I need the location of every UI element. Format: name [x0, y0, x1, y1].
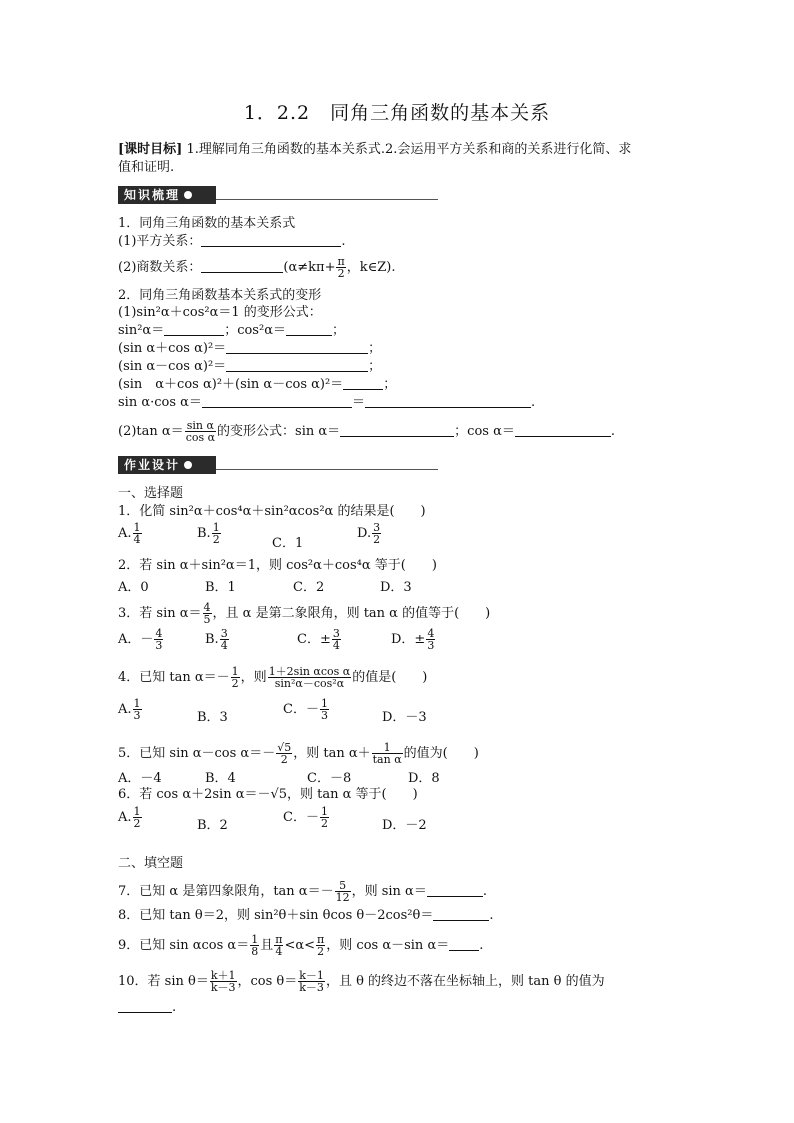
q2-option-a[interactable]: A．0 — [118, 580, 149, 595]
period: . — [489, 908, 494, 923]
question-5 — [118, 742, 479, 765]
answer-blank[interactable] — [226, 359, 368, 372]
den: 2 — [317, 945, 325, 958]
answer-blank[interactable] — [286, 323, 332, 336]
fraction — [154, 628, 163, 651]
period: . — [530, 395, 536, 410]
q3-option-a[interactable] — [118, 628, 164, 651]
q3-option-b[interactable] — [205, 628, 230, 651]
label: (sin α＋cos α)²＝ — [118, 341, 227, 356]
opt-label: A. — [118, 526, 132, 541]
num: √5 — [277, 741, 292, 754]
fraction — [210, 970, 237, 993]
den: 3 — [320, 709, 328, 722]
den: 4 — [220, 639, 228, 652]
answer-blank[interactable] — [202, 395, 352, 408]
text: 且 — [260, 938, 274, 953]
fraction — [133, 698, 142, 721]
den: tan α — [372, 753, 402, 766]
answer-blank[interactable] — [201, 234, 341, 247]
fraction — [133, 522, 142, 545]
text: ，则 tan α＋ — [293, 746, 371, 761]
question-4 — [118, 666, 427, 689]
fraction — [336, 256, 345, 279]
answer-blank[interactable] — [201, 260, 283, 273]
num: 1 — [251, 933, 259, 946]
question-9 — [118, 934, 483, 957]
objective-line-2: 值和证明. — [118, 160, 175, 175]
text: 4．已知 tan α＝－ — [118, 670, 230, 685]
label: (1)平方关系： — [118, 234, 202, 249]
part-heading-fill: 二、填空题 — [118, 856, 184, 871]
question-2: 2．若 sin α＋sin²α＝1，则 cos²α＋cos⁴α 等于( ) — [118, 558, 437, 573]
period: . — [341, 234, 346, 249]
q5-option-d[interactable]: D．8 — [408, 771, 440, 786]
text: 的值是( ) — [352, 670, 428, 685]
fraction — [212, 522, 221, 545]
num: 1 — [133, 697, 141, 710]
label: ；cos²α＝ — [224, 323, 286, 338]
period: . — [479, 938, 484, 953]
num: 3 — [332, 627, 340, 640]
opt-label: B. — [197, 526, 211, 541]
fraction — [372, 522, 381, 545]
q3-option-c[interactable] — [297, 628, 342, 651]
text: 9．已知 sin αcos α＝ — [118, 938, 250, 953]
knowledge-item-1a — [118, 234, 346, 250]
answer-blank[interactable] — [164, 323, 224, 336]
knowledge-item-2g — [118, 420, 615, 443]
opt-label: C．－ — [283, 702, 319, 717]
num: π — [275, 933, 283, 946]
opt-label: A．－ — [118, 632, 154, 647]
fraction — [320, 698, 329, 721]
num: sin α — [185, 420, 216, 432]
section-label: 作业设计 — [124, 458, 181, 472]
text: ，cos θ＝ — [237, 974, 298, 989]
q5-option-c[interactable]: C．－8 — [307, 771, 352, 786]
num: 1 — [320, 697, 328, 710]
opt-label: C．－ — [283, 810, 319, 825]
q3-option-d[interactable] — [391, 628, 436, 651]
answer-blank[interactable] — [449, 938, 479, 951]
answer-blank[interactable] — [365, 395, 531, 408]
fraction — [316, 934, 325, 957]
objective-label: [课时目标] — [118, 142, 183, 157]
label: (2)tan α＝ — [118, 424, 184, 439]
num: 1 — [212, 521, 220, 534]
text: <α< — [284, 938, 316, 953]
den: 3 — [155, 639, 163, 652]
q1-option-c[interactable]: C．1 — [272, 536, 304, 551]
den: 4 — [332, 639, 340, 652]
text: 7．已知 α 是第四象限角，tan α＝－ — [118, 884, 334, 899]
knowledge-item-2d: (sin α－cos α)²＝ ； — [118, 359, 382, 374]
label: ；cos α＝ — [454, 424, 515, 439]
objective-text-1: 1.理解同角三角函数的基本关系式.2.会运用平方关系和商的关系进行化简、求 — [186, 142, 632, 157]
label: (sin α－cos α)²＝ — [118, 359, 227, 374]
opt-label: C． — [272, 536, 295, 551]
condition: (α≠kπ+ — [283, 260, 336, 275]
part-heading-choice: 一、选择题 — [118, 486, 184, 501]
num: 3 — [220, 627, 228, 640]
text: 3．若 sin α＝ — [118, 606, 202, 621]
label: (sin α＋cos α)²＋(sin α－cos α)²＝ — [118, 377, 344, 392]
question-3 — [118, 602, 490, 625]
q1-option-d[interactable] — [357, 522, 382, 545]
period: . — [172, 1000, 177, 1015]
label: (2)商数关系： — [118, 260, 202, 275]
q4-option-b[interactable]: B．3 — [197, 710, 228, 725]
text: 8．已知 tan θ＝2，则 sin²θ＋sin θcos θ－2cos²θ＝ — [118, 908, 434, 923]
opt-label: B. — [205, 632, 219, 647]
num: 4 — [427, 627, 435, 640]
den: 2 — [231, 677, 239, 690]
section-header-knowledge — [118, 186, 438, 204]
num: 4 — [203, 601, 211, 614]
den: 3 — [427, 639, 435, 652]
num: 1＋2sin αcos α — [268, 665, 351, 678]
q2-option-c[interactable]: C．2 — [293, 580, 325, 595]
fraction — [372, 742, 403, 765]
q4-option-a[interactable] — [118, 698, 143, 721]
section-rule — [216, 199, 438, 200]
den: 2 — [337, 267, 345, 280]
q2-option-b[interactable]: B．1 — [205, 580, 236, 595]
den: 5 — [203, 613, 211, 626]
fraction — [133, 806, 142, 829]
q6-option-b[interactable]: B．2 — [197, 818, 228, 833]
den: cos α — [185, 431, 216, 444]
bullet-icon — [184, 461, 192, 469]
num: 1 — [320, 805, 328, 818]
fraction — [220, 628, 229, 651]
text: ，且 α 是第二象限角，则 tan α 的值等于( ) — [212, 606, 491, 621]
fraction — [335, 880, 351, 903]
fraction — [298, 970, 325, 993]
text: ，则 — [240, 670, 267, 685]
fraction — [268, 666, 352, 689]
knowledge-item-2: 2．同角三角函数基本关系式的变形 — [118, 288, 322, 303]
q6-option-d[interactable]: D．－2 — [382, 818, 427, 833]
num: 1 — [372, 742, 403, 754]
label: sin α·cos α＝ — [118, 395, 202, 410]
answer-blank[interactable] — [427, 884, 483, 897]
period: . — [610, 424, 616, 439]
opt-label: A. — [118, 810, 132, 825]
knowledge-item-2e: (sin α＋cos α)²＋(sin α－cos α)²＝ ； — [118, 377, 397, 392]
q1-option-b[interactable] — [197, 522, 222, 545]
den: k－3 — [210, 981, 236, 994]
fraction — [274, 934, 283, 957]
fraction — [231, 666, 240, 689]
q4-option-c[interactable] — [283, 698, 330, 721]
opt-label: A. — [118, 702, 132, 717]
den: 2 — [320, 817, 328, 830]
knowledge-item-2a: (1)sin²α＋cos²α＝1 的变形公式： — [118, 305, 322, 320]
num: k－1 — [299, 969, 324, 982]
fraction — [250, 934, 259, 957]
objective-line-1 — [118, 142, 631, 158]
question-8 — [118, 908, 493, 924]
text: ，则 sin α＝ — [351, 884, 427, 899]
q5-option-a[interactable]: A．－4 — [118, 771, 162, 786]
answer-blank[interactable] — [515, 424, 611, 437]
question-1: 1．化简 sin²α＋cos⁴α＋sin²αcos²α 的结果是( ) — [118, 504, 426, 519]
knowledge-item-1b — [118, 256, 395, 279]
q1-option-a[interactable] — [118, 522, 143, 545]
opt-label: D. — [357, 526, 372, 541]
text: 10．若 sin θ＝ — [118, 974, 209, 989]
num: π — [337, 255, 345, 268]
fraction — [320, 806, 329, 829]
opt-label: C．± — [297, 632, 331, 647]
period: . — [482, 884, 487, 899]
num: 1 — [231, 665, 239, 678]
den: 4 — [133, 533, 141, 546]
knowledge-item-2b: sin²α＝ ；cos²α＝ ； — [118, 323, 345, 338]
num: 3 — [373, 521, 381, 534]
section-rule — [216, 469, 438, 470]
den: 8 — [251, 945, 259, 958]
fraction — [426, 628, 435, 651]
knowledge-item-2f: sin α·cos α＝ ＝ . — [118, 395, 536, 410]
section-header-homework — [118, 456, 438, 474]
fraction — [185, 420, 216, 443]
text: 的值为( ) — [403, 746, 479, 761]
question-10-answer — [118, 1000, 176, 1016]
den: sin²α－cos²α — [274, 677, 345, 690]
den: 2 — [212, 533, 220, 546]
condition: ，k∈Z). — [346, 260, 396, 275]
den: 3 — [133, 709, 141, 722]
answer-blank[interactable] — [118, 1000, 172, 1013]
num: 1 — [133, 805, 141, 818]
den: 2 — [280, 753, 288, 766]
q5-option-b[interactable]: B．4 — [205, 771, 236, 786]
q6-option-a[interactable] — [118, 806, 143, 829]
num: π — [317, 933, 325, 946]
question-6: 6．若 cos α＋2sin α＝－√5，则 tan α 等于( ) — [118, 787, 418, 802]
q2-option-d[interactable]: D．3 — [380, 580, 412, 595]
num: 4 — [155, 627, 163, 640]
question-10 — [118, 970, 605, 993]
label: sin²α＝ — [118, 323, 165, 338]
den: 2 — [373, 533, 381, 546]
text: ，且 θ 的终边不落在坐标轴上，则 tan θ 的值为 — [325, 974, 605, 989]
den: 2 — [133, 817, 141, 830]
answer-blank[interactable] — [433, 908, 489, 921]
den: 12 — [335, 891, 350, 904]
answer-blank[interactable] — [340, 424, 454, 437]
label: 的变形公式：sin α＝ — [217, 424, 341, 439]
text: 5．已知 sin α－cos α＝－ — [118, 746, 276, 761]
den: k－3 — [299, 981, 324, 994]
fraction — [276, 742, 292, 765]
den: 4 — [275, 945, 283, 958]
q4-option-d[interactable]: D．－3 — [382, 710, 427, 725]
opt-label: D．± — [391, 632, 426, 647]
fraction — [332, 628, 341, 651]
q6-option-c[interactable] — [283, 806, 330, 829]
fraction — [203, 602, 212, 625]
question-7 — [118, 880, 487, 903]
bullet-icon — [184, 191, 192, 199]
answer-blank[interactable] — [343, 377, 383, 390]
page-title: 1．2.2 同角三角函数的基本关系 — [243, 102, 551, 124]
section-label: 知识梳理 — [124, 188, 181, 202]
text: ，则 cos α－sin α＝ — [326, 938, 450, 953]
knowledge-item-2c: (sin α＋cos α)²＝ ； — [118, 341, 382, 356]
num: 1 — [133, 521, 141, 534]
num: k＋1 — [210, 969, 236, 982]
knowledge-item-1: 1．同角三角函数的基本关系式 — [118, 216, 296, 231]
answer-blank[interactable] — [226, 341, 368, 354]
num: 5 — [335, 880, 351, 892]
